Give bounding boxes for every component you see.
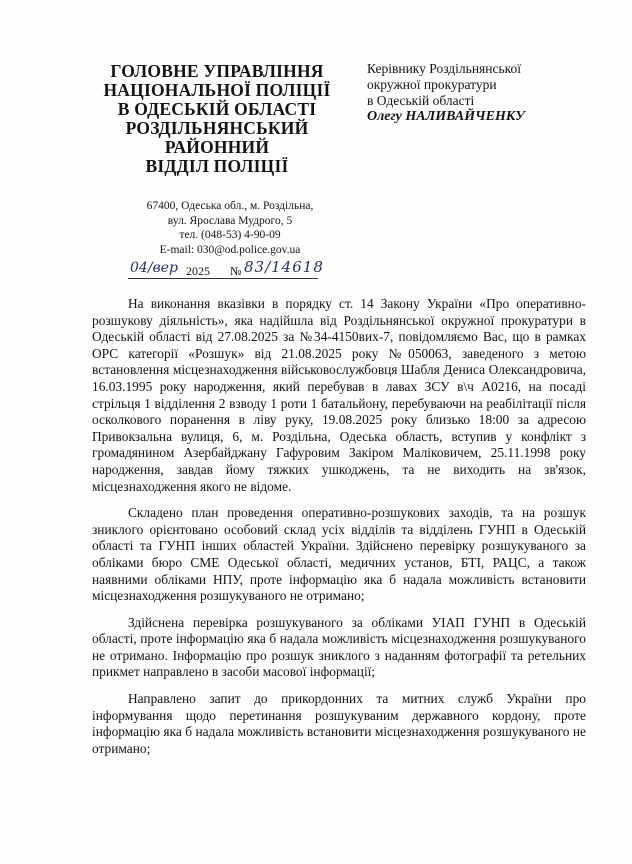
- letter-body: [92, 296, 586, 757]
- org-line: РАЙОННИЙ: [164, 137, 270, 157]
- body-paragraph: Направлено запит до прикордонних та митних служб України про інформування щодо перетинання розшукуваним державного кордону, проте інформацію яка б надала можливість встановити місцезнаходження розшукуваного не отримано;: [92, 691, 586, 756]
- underline: [128, 278, 318, 279]
- body-paragraph: Складено план проведення оперативно-розшукових заходів, та на розшук зниклого орієнтовано особовий склад усіх відділів та відділень ГУНП в Одеській області та ГУНП інших областей України. Здійснено перевірку розшукуваного за обліками бюро СМЕ Одеської області, медичних установ, БТІ, РАЦС, а також наявними обліками НПУ, проте інформацію яка б надала можливість встановити місцезнаходження розшукуваного не отримано;: [92, 505, 586, 604]
- handwritten-date: 04/вер: [130, 260, 178, 276]
- recipient-block: [367, 61, 607, 125]
- recipient-line: в Одеській області: [367, 93, 475, 108]
- recipient-name: Олегу НАЛИВАЙЧЕНКУ: [367, 109, 525, 124]
- handwritten-number: 83/14618: [244, 258, 324, 276]
- body-paragraph: На виконання вказівки в порядку ст. 14 Закону України «Про оперативно-розшукову діяльність», яка надійшла від Роздільнянської окружної прокуратури в Одеській області від 27.08.2025 за №34-4150вих-7, повідомляємо Вас, що в рамках ОРС категорії «Розшук» від 21.08.2025 року №050063, заведеного з метою встановлення місцезнаходження військовослужбовця Шабля Дениса Олександровича, 16.03.1995 року народження, який перебував в лавах ЗСУ в\ч А0216, на посаді стрільця 1 відділення 2 взводу 1 роти 1 батальйону, перебуваючи на реабілітації після осколкового поранення в ліву руку, 19.08.2025 року близько 18:00 за адресою Привокзальна вулиця, 6, м. Роздільна, Одеська область, вступив у конфлікт з громадянином Азербайджану Гафуровим Закіром Маліковичем, 25.11.1998 року народження, завдав йому тяжких ушкоджень, та не виходить на зв'язок, місцезнаходження якого не відоме.: [92, 296, 586, 494]
- address-line: 67400, Одеська обл., м. Роздільна,: [146, 200, 314, 212]
- recipient-line: Керівнику Роздільнянської: [367, 61, 522, 76]
- number-sign: №: [230, 264, 242, 278]
- organization-header: [92, 62, 342, 176]
- org-line: ВІДДІЛ ПОЛІЦІЇ: [145, 156, 289, 176]
- outgoing-number-line: [126, 258, 336, 282]
- organization-address: [120, 199, 340, 257]
- org-line: ГОЛОВНЕ УПРАВЛІННЯ: [110, 61, 324, 81]
- recipient-line: окружної прокуратури: [367, 77, 497, 92]
- address-line: E-mail: 030@od.police.gov.ua: [159, 243, 301, 256]
- address-line: тел. (048-53) 4-90-09: [179, 229, 281, 241]
- address-line: вул. Ярослава Мудрого, 5: [167, 214, 293, 227]
- body-paragraph: Здійснена перевірка розшукуваного за обліками УІАП ГУНП в Одеській області, проте інформацію яка б надала можливість місцезнаходження розшукуваного не отримано. Інформацію про розшук зниклого з наданням фотографії та ретельних прикмет направлено в засоби масової інформації;: [92, 614, 586, 680]
- org-line: НАЦІОНАЛЬНОЇ ПОЛІЦІЇ: [103, 80, 331, 100]
- org-line: В ОДЕСЬКІЙ ОБЛАСТІ: [117, 99, 317, 119]
- outgoing-year: 2025: [186, 264, 210, 278]
- org-line: РОЗДІЛЬНЯНСЬКИЙ: [125, 118, 309, 138]
